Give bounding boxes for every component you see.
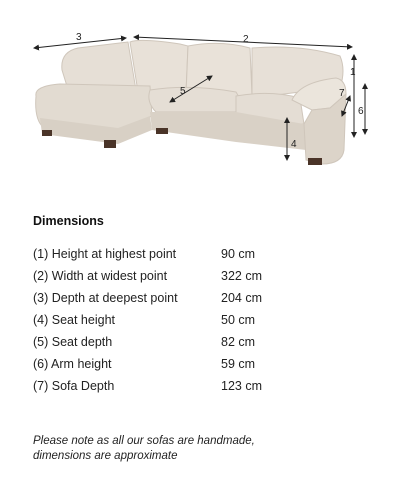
dimension-row (33, 331, 353, 353)
callout-2: 2 (243, 34, 249, 45)
dimension-value: 123 cm (221, 379, 262, 393)
dimension-row (33, 353, 353, 375)
dimension-label: (4) Seat height (33, 313, 115, 327)
sofa-image (36, 40, 346, 165)
dimension-value: 322 cm (221, 269, 262, 283)
dimension-label: (6) Arm height (33, 357, 112, 371)
callout-1: 1 (350, 67, 356, 78)
callout-6: 6 (358, 106, 364, 117)
dimension-value: 204 cm (221, 291, 262, 305)
dimension-row (33, 265, 353, 287)
callout-5: 5 (180, 86, 186, 97)
dimension-label: (3) Depth at deepest point (33, 291, 178, 305)
callout-3: 3 (76, 32, 82, 43)
sofa-leg (308, 158, 322, 165)
dimension-label: (7) Sofa Depth (33, 379, 115, 393)
dimension-row (33, 287, 353, 309)
dimension-label: (2) Width at widest point (33, 269, 168, 283)
dimension-value: 82 cm (221, 335, 256, 349)
callout-7: 7 (339, 88, 345, 99)
sofa-leg (156, 128, 168, 134)
dimensions-title: Dimensions (33, 214, 104, 228)
dimension-value: 90 cm (221, 247, 256, 261)
sofa-illustration (0, 0, 400, 200)
dimensions-list (33, 243, 353, 397)
callout-4: 4 (291, 139, 297, 150)
dimension-value: 50 cm (221, 313, 256, 327)
handmade-note: Please note as all our sofas are handmade, dimensions are approximate (33, 435, 255, 462)
sofa-dimension-figure (0, 0, 400, 200)
dimension-row (33, 375, 353, 397)
sofa-leg (42, 130, 52, 136)
dimension-row (33, 243, 353, 265)
dimension-label: (1) Height at highest point (33, 247, 177, 261)
dimension-value: 59 cm (221, 357, 256, 371)
dimension-row (33, 309, 353, 331)
dimension-label: (5) Seat depth (33, 335, 113, 349)
sofa-leg (104, 140, 116, 148)
